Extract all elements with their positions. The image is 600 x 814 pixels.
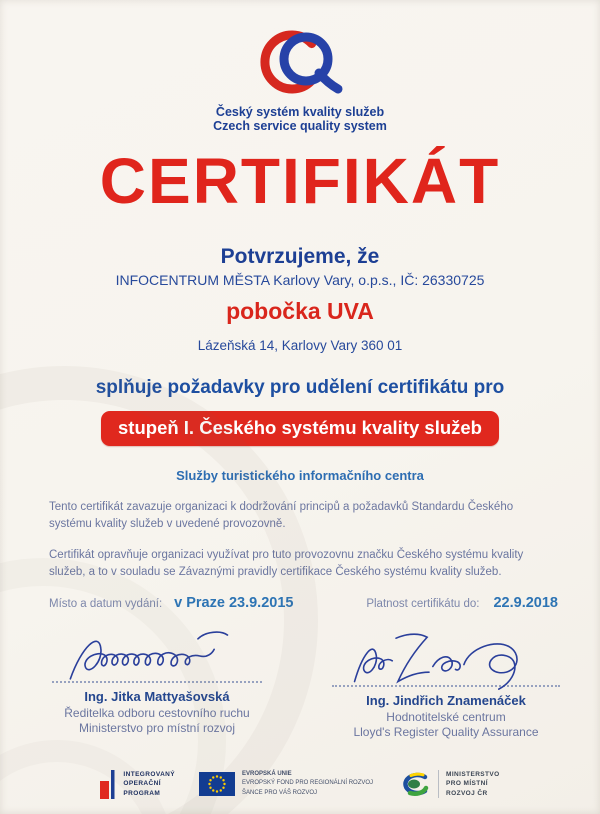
issue-place-value: v Praze 23.9.2015 [174,595,294,611]
branch-address: Lázeňská 14, Karlovy Vary 360 01 [197,338,403,353]
cq-quality-mark-icon [253,28,347,100]
signatory-name: Ing. Jindřich Znamenáček [366,693,526,708]
iop-line3: PROGRAM [123,789,161,797]
eu-logo [199,770,373,799]
header [0,0,600,133]
ministry-regional-development-icon [397,771,431,797]
entitlement-paragraph: Certifikát opravňuje organizaci využívat pro tuto provozovnu značku Českého systému kvality služeb, a to v souladu se Závaznými pravidly certifikace Českého systému kvality služeb. [49,548,524,578]
signature-line [52,681,262,683]
eu-line2: EVROPSKÝ FOND PRO REGIONÁLNÍ ROZVOJ [242,780,374,787]
signature-line [332,685,560,687]
mmr-logo [397,770,500,798]
signatory-name: Ing. Jitka Mattyašovská [84,689,230,704]
eu-line3: ŠANCE PRO VÁŠ ROZVOJ [242,789,318,796]
obligation-paragraph: Tento certifikát zavazuje organizaci k dodržování principů a požadavků Standardu Českého systému kvality služeb v uvedené provozovně. [49,501,514,531]
company-name: INFOCENTRUM MĚSTA Karlovy Vary, o.p.s., IČ: 26330725 [115,272,485,288]
validity-group [366,595,558,611]
signature-block-assessor [322,625,570,741]
mmr-line2: PRO MÍSTNÍ [446,780,488,788]
iop-line2: OPERAČNÍ [123,780,161,788]
integrated-operational-programme-icon [100,768,116,800]
confirm-text: Potvrzujeme, že [220,245,380,268]
footer-logos [0,768,600,800]
validity-value: 22.9.2018 [493,595,558,611]
signatory-role: Ředitelka odboru cestovního ruchu [64,705,250,720]
issue-row [49,595,558,611]
signatures [0,625,600,741]
org-name-cz: Český systém kvality služeb [215,105,385,119]
validity-label: Platnost certifikátu do: [366,598,480,610]
divider [438,770,439,798]
eu-flag-icon [199,772,235,796]
service-scope-text: Služby turistického informačního centra [176,468,424,483]
org-name-en: Czech service quality system [213,119,387,133]
iop-logo [100,768,175,800]
signature-znamenacek-icon [336,625,556,691]
signatory-org: Ministerstvo pro místní rozvoj [78,721,236,736]
eu-line1: EVROPSKÁ UNIE [242,770,292,777]
certificate-title: CERTIFIKÁT [99,145,501,217]
signature-mattyasovska-icon [57,625,257,687]
mmr-line3: ROZVOJ ČR [446,789,488,797]
signature-block-ministry [42,625,272,741]
iop-line1: INTEGROVANÝ [123,770,175,778]
issue-place-group [49,595,293,611]
signatory-role: Hodnotitelské centrum [386,709,506,724]
branch-name: pobočka UVA [226,298,374,324]
signatory-org: Lloyd's Register Quality Assurance [353,725,539,740]
level-badge: stupeň I. Českého systému kvality služeb [101,411,499,446]
meets-requirements-text: splňuje požadavky pro udělení certifikátu pro [95,377,505,398]
mmr-line1: MINISTERSTVO [446,770,500,778]
issue-place-label: Místo a datum vydání: [49,598,163,610]
